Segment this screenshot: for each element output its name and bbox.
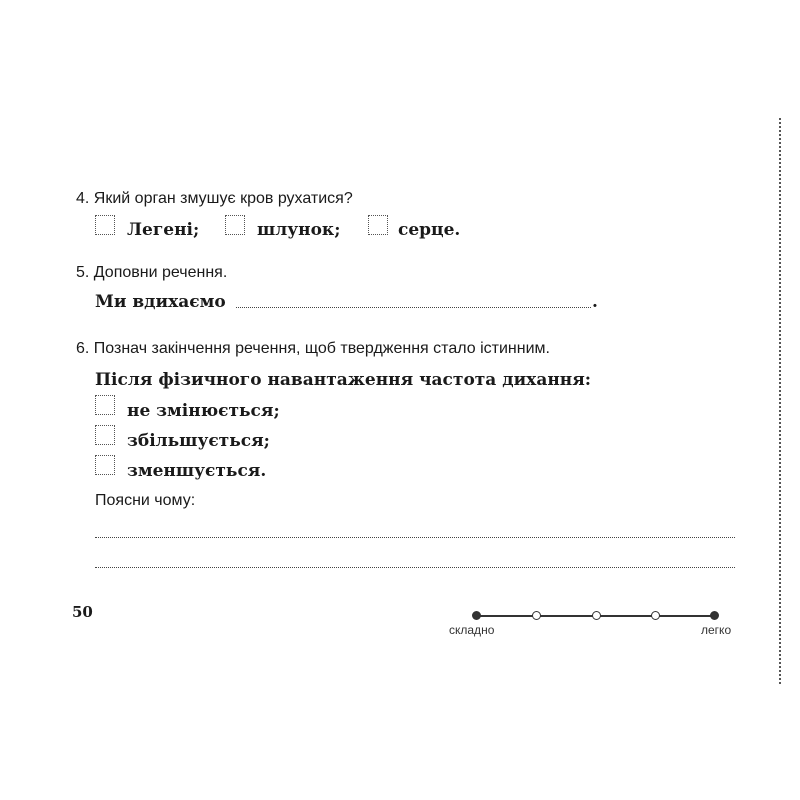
q6-answer-line-1[interactable]: [95, 537, 735, 538]
q5-answer-line[interactable]: [236, 307, 591, 308]
cut-line: [779, 118, 781, 684]
q5-sentence-end: .: [592, 292, 598, 312]
scale-point-1[interactable]: [472, 611, 481, 620]
scale-right-label: легко: [701, 623, 732, 637]
q4-option-2-checkbox[interactable]: [225, 215, 245, 235]
scale-point-2[interactable]: [532, 611, 541, 620]
q6-explain-prompt: Поясни чому:: [95, 492, 196, 509]
q6-option-3-label: зменшується.: [127, 461, 267, 481]
question-5-text: 5. Доповни речення.: [76, 264, 228, 281]
scale-point-4[interactable]: [651, 611, 660, 620]
q6-stem: Після фізичного навантаження частота дихання:: [95, 370, 592, 390]
question-4-text: 4. Який орган змушує кров рухатися?: [76, 190, 353, 207]
page-number: 50: [72, 603, 93, 621]
q6-option-1-label: не змінюється;: [127, 401, 280, 421]
q6-option-2-label: збільшується;: [127, 431, 270, 451]
question-6-text: 6. Познач закінчення речення, щоб твердження стало істинним.: [76, 340, 550, 357]
q6-option-3-checkbox[interactable]: [95, 455, 115, 475]
q4-option-1-checkbox[interactable]: [95, 215, 115, 235]
q4-option-3-checkbox[interactable]: [368, 215, 388, 235]
q6-option-1-checkbox[interactable]: [95, 395, 115, 415]
scale-point-5[interactable]: [710, 611, 719, 620]
scale-left-label: складно: [449, 623, 495, 637]
q6-option-2-checkbox[interactable]: [95, 425, 115, 445]
q6-answer-line-2[interactable]: [95, 567, 735, 568]
scale-point-3[interactable]: [592, 611, 601, 620]
q5-sentence-start: Ми вдихаємо: [95, 292, 226, 312]
q4-option-2-label: шлунок;: [257, 220, 341, 240]
q4-option-3-label: серце.: [398, 220, 461, 240]
q4-option-1-label: Легені;: [127, 220, 200, 240]
